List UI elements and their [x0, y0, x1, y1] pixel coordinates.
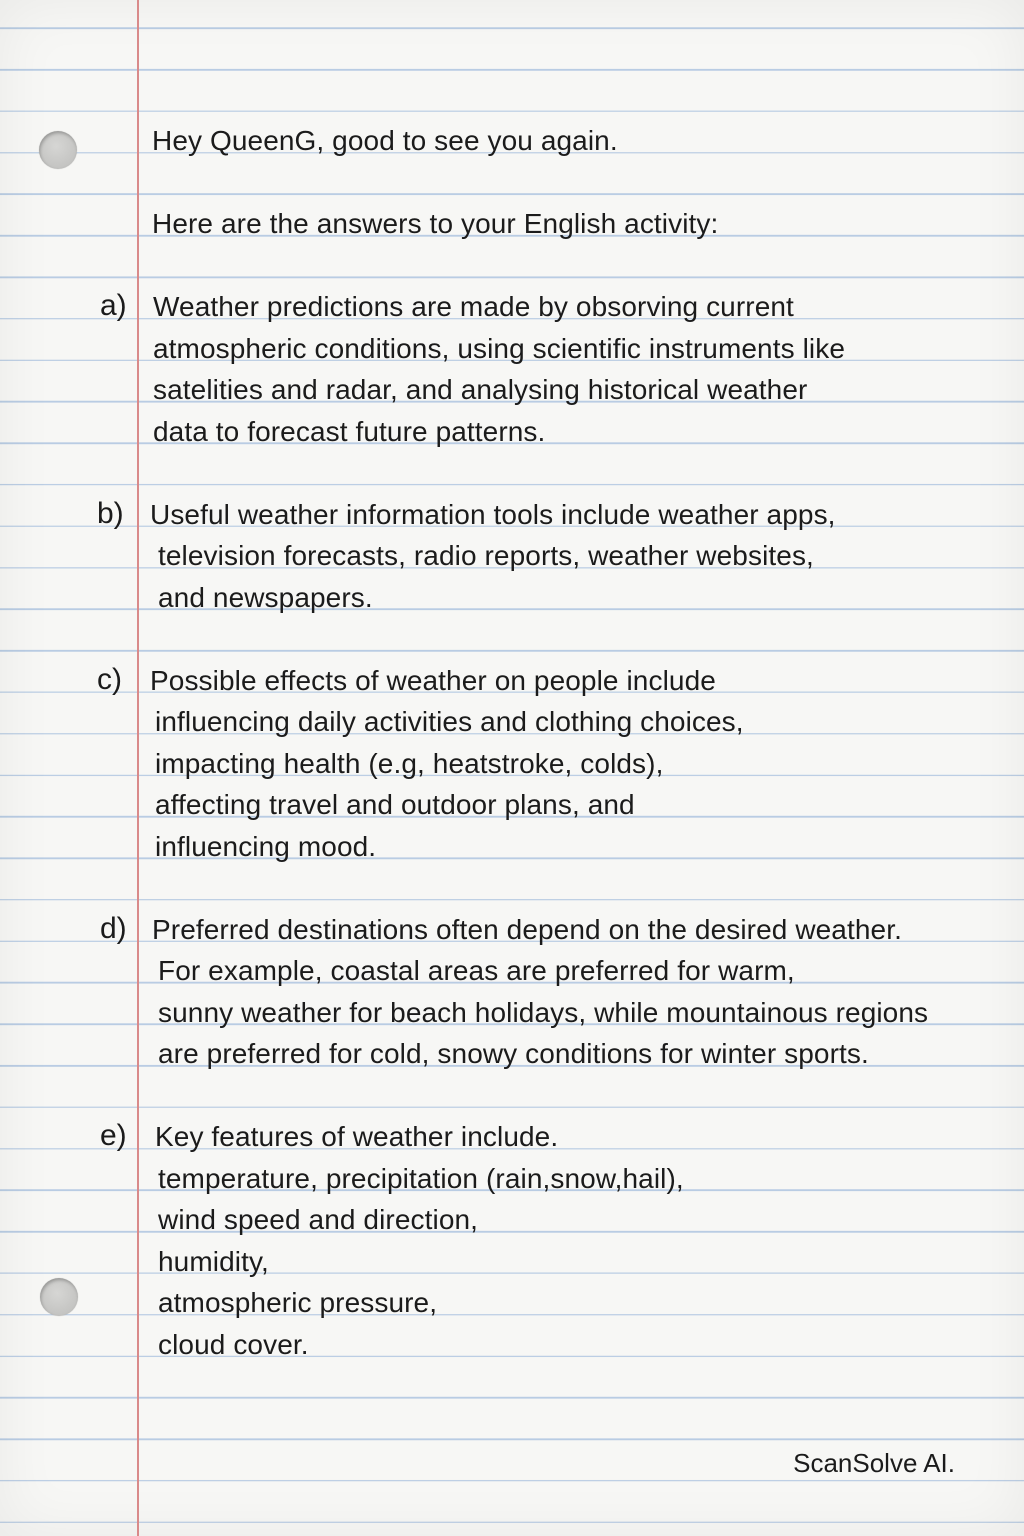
answer-e-line: cloud cover. [158, 1328, 309, 1360]
answer-b-line: television forecasts, radio reports, weather websites, [158, 540, 814, 571]
answer-e-line: temperature, precipitation (rain,snow,hail), [158, 1162, 684, 1194]
red-margin-line [137, 0, 139, 1536]
answer-c-line: influencing daily activities and clothing choices, [155, 706, 744, 737]
answer-d-line: are preferred for cold, snowy conditions for winter sports. [158, 1038, 869, 1069]
answer-c-line: influencing mood. [155, 830, 377, 862]
answer-d-line: sunny weather for beach holidays, while mountainous regions [158, 996, 929, 1028]
answer-d-line: Preferred destinations often depend on the desired weather. [152, 913, 902, 945]
answer-b-label: b) [97, 496, 124, 530]
answer-c-label: c) [97, 662, 122, 696]
answer-a-line: atmospheric conditions, using scientific instruments like [153, 332, 846, 364]
answer-d-label: d) [100, 911, 127, 945]
answer-a-line: Weather predictions are made by obsorving current [153, 291, 794, 322]
answer-c-line: affecting travel and outdoor plans, and [155, 789, 635, 820]
answer-a-line: satelities and radar, and analysing historical weather [153, 374, 808, 405]
answer-a-line: data to forecast future patterns. [153, 415, 546, 447]
greeting-line: Hey QueenG, good to see you again. [152, 125, 618, 156]
intro-line: Here are the answers to your English activity: [152, 208, 719, 239]
answer-c-line: Possible effects of weather on people include [150, 664, 716, 696]
answer-b-line: and newspapers. [158, 581, 373, 613]
answer-c-line: impacting health (e.g, heatstroke, colds), [155, 747, 664, 779]
answer-e-line: wind speed and direction, [158, 1204, 479, 1235]
answer-e-line: humidity, [158, 1245, 269, 1277]
signature: ScanSolve AI. [793, 1448, 955, 1478]
punch-hole-bottom [40, 1278, 78, 1316]
punch-hole-top [39, 131, 77, 169]
answer-e-line: Key features of weather include. [155, 1121, 559, 1152]
answer-e-label: e) [100, 1119, 127, 1152]
answer-d-line: For example, coastal areas are preferred for warm, [158, 955, 795, 986]
answer-a-label: a) [100, 289, 127, 322]
answer-e-line: atmospheric pressure, [158, 1287, 438, 1318]
answer-b-line: Useful weather information tools include weather apps, [150, 498, 836, 530]
